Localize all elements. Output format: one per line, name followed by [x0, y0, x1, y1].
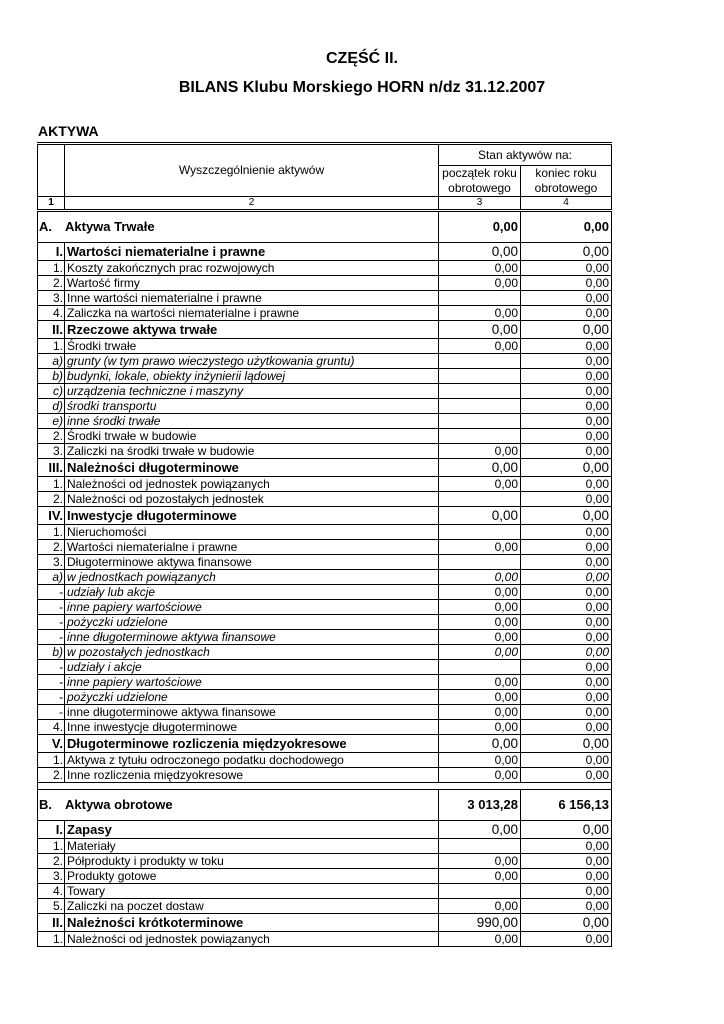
value-start	[439, 354, 521, 369]
header-group: Stan aktywów na:	[439, 144, 612, 166]
value-start: 0,00	[439, 306, 521, 321]
value-start: 3 013,28	[439, 790, 521, 821]
row-number: II.	[38, 914, 65, 932]
spacer-row	[38, 783, 612, 790]
value-end: 0,00	[521, 261, 612, 276]
value-start: 0,00	[439, 854, 521, 869]
table-row	[38, 354, 612, 369]
value-end: 6 156,13	[521, 790, 612, 821]
row-label: Koszty zakończnych prac rozwojowych	[65, 261, 439, 276]
header-start	[439, 166, 521, 197]
value-start: 0,00	[439, 899, 521, 914]
table-row	[38, 914, 612, 932]
row-label: budynki, lokale, obiekty inżynierii lądowej	[65, 369, 439, 384]
row-number: 5.	[38, 899, 65, 914]
value-start: 0,00	[439, 753, 521, 768]
value-start: 0,00	[439, 444, 521, 459]
value-end: 0,00	[521, 306, 612, 321]
value-start: 0,00	[439, 869, 521, 884]
table-row	[38, 507, 612, 525]
row-number	[38, 790, 439, 821]
value-start	[439, 291, 521, 306]
row-number: 3.	[38, 869, 65, 884]
value-end: 0,00	[521, 444, 612, 459]
value-start	[439, 660, 521, 675]
row-label: inne środki trwałe	[65, 414, 439, 429]
row-label: Długoterminowe rozliczenia międzyokresowe	[65, 735, 439, 753]
row-number: IV.	[38, 507, 65, 525]
row-number: 2.	[38, 768, 65, 783]
value-start: 0,00	[439, 477, 521, 492]
row-label: inne długoterminowe aktywa finansowe	[65, 705, 439, 720]
row-label: Rzeczowe aktywa trwałe	[65, 321, 439, 339]
row-number: 3.	[38, 444, 65, 459]
value-end: 0,00	[521, 899, 612, 914]
table-row	[38, 525, 612, 540]
row-label: Zaliczki na poczet dostaw	[65, 899, 439, 914]
row-number: II.	[38, 321, 65, 339]
row-label: Długoterminowe aktywa finansowe	[65, 555, 439, 570]
value-start: 0,00	[439, 321, 521, 339]
row-label: Półprodukty i produkty w toku	[65, 854, 439, 869]
value-start: 0,00	[439, 585, 521, 600]
value-start: 0,00	[439, 932, 521, 947]
row-label: Inwestycje długoterminowe	[65, 507, 439, 525]
header-end	[521, 166, 612, 197]
value-end: 0,00	[521, 369, 612, 384]
value-end: 0,00	[521, 630, 612, 645]
table-row	[38, 720, 612, 735]
value-start	[439, 884, 521, 899]
row-label: środki transportu	[65, 399, 439, 414]
value-end: 0,00	[521, 492, 612, 507]
value-start: 990,00	[439, 914, 521, 932]
value-start	[439, 525, 521, 540]
row-label: udziały lub akcje	[65, 585, 439, 600]
row-label: Środki trwałe	[65, 339, 439, 354]
value-start	[439, 384, 521, 399]
value-end: 0,00	[521, 884, 612, 899]
table-row	[38, 753, 612, 768]
row-number: b)	[38, 645, 65, 660]
value-end: 0,00	[521, 600, 612, 615]
row-number: 4.	[38, 884, 65, 899]
table-row	[38, 369, 612, 384]
table-row	[38, 869, 612, 884]
value-start: 0,00	[439, 720, 521, 735]
table-row	[38, 821, 612, 839]
value-end: 0,00	[521, 555, 612, 570]
table-row	[38, 384, 612, 399]
main-row-number: B.	[39, 797, 52, 812]
value-end: 0,00	[521, 429, 612, 444]
table-row	[38, 459, 612, 477]
row-label: Wartości niematerialne i prawne	[65, 540, 439, 555]
row-number: 1.	[38, 932, 65, 947]
header-blank-cell	[38, 144, 65, 197]
value-end: 0,00	[521, 735, 612, 753]
table-row	[38, 211, 612, 243]
spacer-cell	[38, 783, 612, 790]
row-number: -	[38, 705, 65, 720]
header-description: Wyszczególnienie aktywów	[65, 144, 439, 197]
value-start: 0,00	[439, 615, 521, 630]
balance-title: BILANS Klubu Morskiego HORN n/dz 31.12.2007	[178, 79, 546, 96]
row-number: V.	[38, 735, 65, 753]
row-label: pożyczki udzielone	[65, 690, 439, 705]
value-start: 0,00	[439, 821, 521, 839]
value-end: 0,00	[521, 932, 612, 947]
assets-table	[37, 142, 612, 947]
table-row	[38, 884, 612, 899]
table-row	[38, 414, 612, 429]
row-number: -	[38, 585, 65, 600]
table-row	[38, 243, 612, 261]
table-row	[38, 276, 612, 291]
row-label: Nieruchomości	[65, 525, 439, 540]
row-label: Zaliczka na wartości niematerialne i prawne	[65, 306, 439, 321]
row-number: 1.	[38, 753, 65, 768]
main-row-number: A.	[39, 219, 52, 234]
table-row	[38, 570, 612, 585]
row-label: Należności od pozostałych jednostek	[65, 492, 439, 507]
value-end: 0,00	[521, 507, 612, 525]
table-row	[38, 630, 612, 645]
value-end: 0,00	[521, 854, 612, 869]
value-start	[439, 369, 521, 384]
value-end: 0,00	[521, 276, 612, 291]
row-number: 2.	[38, 429, 65, 444]
value-start	[439, 839, 521, 854]
value-start: 0,00	[439, 276, 521, 291]
table-row	[38, 600, 612, 615]
row-label: udziały i akcje	[65, 660, 439, 675]
row-label: Towary	[65, 884, 439, 899]
value-end: 0,00	[521, 821, 612, 839]
value-end: 0,00	[521, 321, 612, 339]
row-number: 4.	[38, 720, 65, 735]
value-end: 0,00	[521, 211, 612, 243]
table-row	[38, 705, 612, 720]
header-start-line1: początek roku	[442, 166, 517, 180]
row-number: -	[38, 615, 65, 630]
value-start: 0,00	[439, 735, 521, 753]
row-label: w pozostałych jednostkach	[65, 645, 439, 660]
table-row	[38, 429, 612, 444]
table-row	[38, 306, 612, 321]
value-start: 0,00	[439, 570, 521, 585]
value-start: 0,00	[439, 459, 521, 477]
value-end: 0,00	[521, 690, 612, 705]
row-label: Inne wartości niematerialne i prawne	[65, 291, 439, 306]
row-number: e)	[38, 414, 65, 429]
row-label: Należności od jednostek powiązanych	[65, 932, 439, 947]
value-end: 0,00	[521, 660, 612, 675]
value-end: 0,00	[521, 459, 612, 477]
value-end: 0,00	[521, 869, 612, 884]
row-number: a)	[38, 570, 65, 585]
row-number: 4.	[38, 306, 65, 321]
value-end: 0,00	[521, 839, 612, 854]
table-row	[38, 585, 612, 600]
row-label: Należności długoterminowe	[65, 459, 439, 477]
value-start: 0,00	[439, 600, 521, 615]
value-end: 0,00	[521, 339, 612, 354]
row-label: Należności krótkoterminowe	[65, 914, 439, 932]
row-label: inne papiery wartościowe	[65, 600, 439, 615]
table-row	[38, 768, 612, 783]
row-label: Środki trwałe w budowie	[65, 429, 439, 444]
row-label: w jednostkach powiązanych	[65, 570, 439, 585]
header-num-3: 3	[439, 197, 521, 211]
row-label: pożyczki udzielone	[65, 615, 439, 630]
header-start-line2: obrotowego	[448, 181, 511, 195]
table-row	[38, 839, 612, 854]
table-row	[38, 615, 612, 630]
row-number: 1.	[38, 339, 65, 354]
value-end: 0,00	[521, 399, 612, 414]
header-num-2: 2	[65, 197, 439, 211]
row-label: urządzenia techniczne i maszyny	[65, 384, 439, 399]
row-number: b)	[38, 369, 65, 384]
value-start: 0,00	[439, 261, 521, 276]
value-start: 0,00	[439, 675, 521, 690]
value-start: 0,00	[439, 507, 521, 525]
table-row	[38, 321, 612, 339]
value-start: 0,00	[439, 690, 521, 705]
row-label: grunty (w tym prawo wieczystego użytkowania gruntu)	[65, 354, 439, 369]
header-num-1: 1	[38, 197, 65, 211]
header-num-4: 4	[521, 197, 612, 211]
main-row-label: Aktywa Trwałe	[65, 219, 155, 234]
row-number: -	[38, 675, 65, 690]
value-end: 0,00	[521, 243, 612, 261]
row-number: a)	[38, 354, 65, 369]
table-row	[38, 291, 612, 306]
table-row	[38, 899, 612, 914]
value-start	[439, 399, 521, 414]
section-heading: AKTYWA	[38, 123, 99, 139]
table-row	[38, 555, 612, 570]
table-row	[38, 690, 612, 705]
value-end: 0,00	[521, 675, 612, 690]
row-label: Inne rozliczenia międzyokresowe	[65, 768, 439, 783]
row-number: I.	[38, 243, 65, 261]
row-label: Zapasy	[65, 821, 439, 839]
row-label: inne papiery wartościowe	[65, 675, 439, 690]
header-end-line1: koniec roku	[535, 166, 597, 180]
row-number: 3.	[38, 555, 65, 570]
row-number: -	[38, 660, 65, 675]
value-end: 0,00	[521, 768, 612, 783]
value-end: 0,00	[521, 753, 612, 768]
table-row	[38, 645, 612, 660]
value-start	[439, 429, 521, 444]
table-row	[38, 675, 612, 690]
value-end: 0,00	[521, 585, 612, 600]
value-start: 0,00	[439, 339, 521, 354]
document-title: CZĘŚĆ II.	[325, 50, 398, 67]
row-number: -	[38, 690, 65, 705]
row-number: d)	[38, 399, 65, 414]
value-end: 0,00	[521, 645, 612, 660]
row-label: Wartość firmy	[65, 276, 439, 291]
table-row	[38, 854, 612, 869]
table-row	[38, 540, 612, 555]
row-number: 1.	[38, 525, 65, 540]
value-start	[439, 492, 521, 507]
table-row	[38, 660, 612, 675]
row-number: 3.	[38, 291, 65, 306]
table-row	[38, 399, 612, 414]
row-label: inne długoterminowe aktywa finansowe	[65, 630, 439, 645]
value-end: 0,00	[521, 477, 612, 492]
value-end: 0,00	[521, 720, 612, 735]
value-start: 0,00	[439, 645, 521, 660]
main-row-label: Aktywa obrotowe	[65, 797, 173, 812]
value-start: 0,00	[439, 211, 521, 243]
row-label: Produkty gotowe	[65, 869, 439, 884]
value-start: 0,00	[439, 540, 521, 555]
row-number: 1.	[38, 477, 65, 492]
value-start: 0,00	[439, 768, 521, 783]
value-end: 0,00	[521, 291, 612, 306]
row-number: 2.	[38, 492, 65, 507]
table-row	[38, 790, 612, 821]
value-end: 0,00	[521, 525, 612, 540]
row-number: 2.	[38, 854, 65, 869]
value-end: 0,00	[521, 615, 612, 630]
table-row	[38, 261, 612, 276]
value-end: 0,00	[521, 354, 612, 369]
row-number: 2.	[38, 276, 65, 291]
row-number: -	[38, 600, 65, 615]
row-label: Zaliczki na środki trwałe w budowie	[65, 444, 439, 459]
row-number: 1.	[38, 261, 65, 276]
value-end: 0,00	[521, 705, 612, 720]
row-label: Należności od jednostek powiązanych	[65, 477, 439, 492]
table-row	[38, 735, 612, 753]
row-number: 1.	[38, 839, 65, 854]
row-label: Wartości niematerialne i prawne	[65, 243, 439, 261]
value-start: 0,00	[439, 243, 521, 261]
row-number: I.	[38, 821, 65, 839]
row-number	[38, 211, 439, 243]
table-row	[38, 932, 612, 947]
value-end: 0,00	[521, 540, 612, 555]
table-row	[38, 477, 612, 492]
row-number: III.	[38, 459, 65, 477]
table-row	[38, 444, 612, 459]
value-start	[439, 414, 521, 429]
value-start: 0,00	[439, 705, 521, 720]
table-row	[38, 339, 612, 354]
row-number: 2.	[38, 540, 65, 555]
row-number: -	[38, 630, 65, 645]
value-end: 0,00	[521, 384, 612, 399]
row-number: c)	[38, 384, 65, 399]
header-end-line2: obrotowego	[534, 181, 598, 195]
value-end: 0,00	[521, 414, 612, 429]
value-start: 0,00	[439, 630, 521, 645]
row-label: Inne inwestycje długoterminowe	[65, 720, 439, 735]
table-row	[38, 492, 612, 507]
value-end: 0,00	[521, 914, 612, 932]
value-end: 0,00	[521, 570, 612, 585]
row-label: Aktywa z tytułu odroczonego podatku dochodowego	[65, 753, 439, 768]
row-label: Materiały	[65, 839, 439, 854]
value-start	[439, 555, 521, 570]
